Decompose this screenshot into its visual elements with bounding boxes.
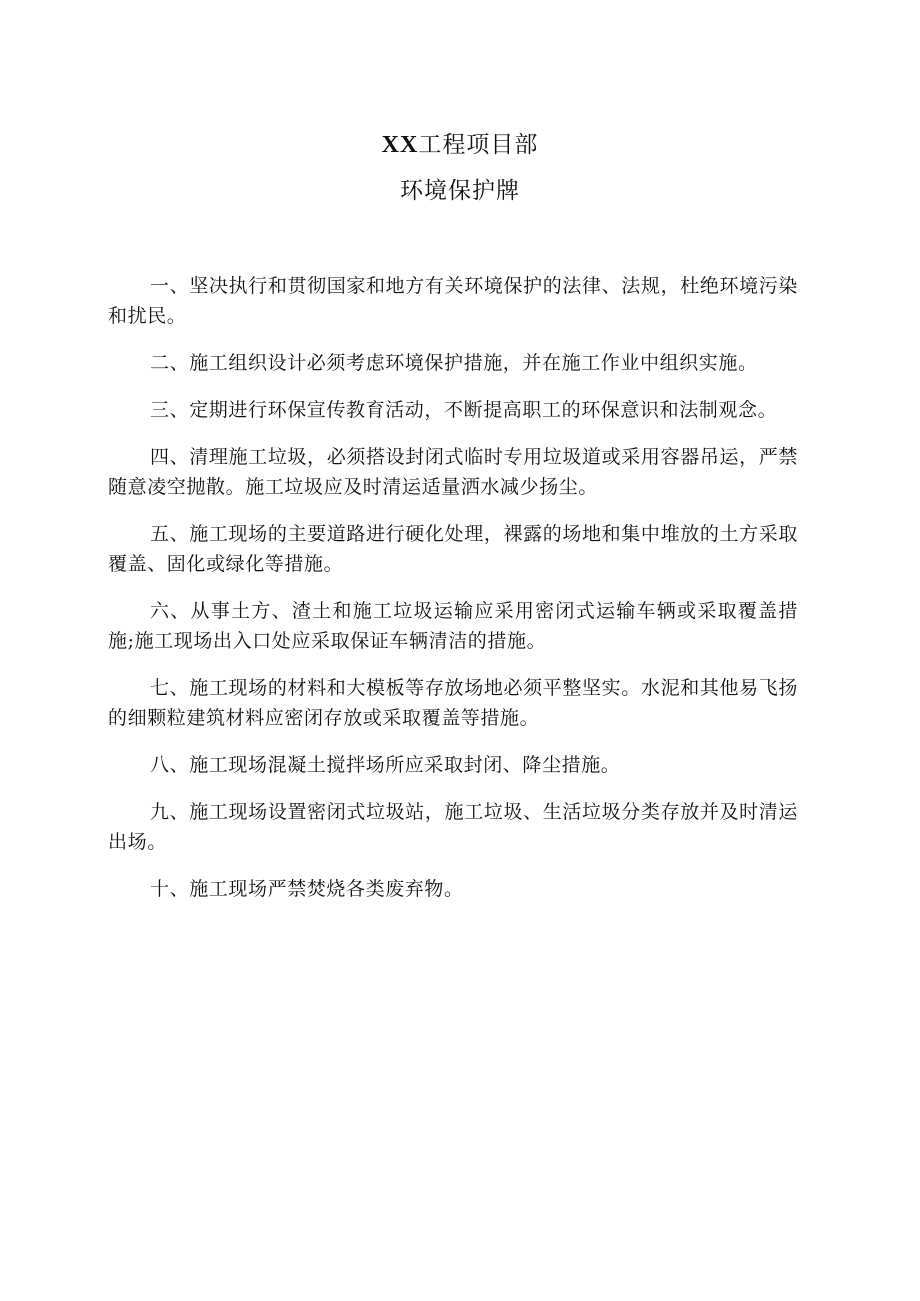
document-body	[108, 271, 798, 921]
paragraph-8: 八、施工现场混凝土搅拌场所应采取封闭、降尘措施。	[150, 754, 621, 776]
title-block	[0, 128, 920, 208]
title-rest: 工程项目部	[418, 132, 539, 158]
paragraph-3: 三、定期进行环保宣传教育活动，不断提高职工的环保意识和法制观念。	[150, 399, 778, 421]
title-prefix: XX	[381, 132, 419, 158]
paragraph-9: 九、施工现场设置密闭式垃圾站，施工垃圾、生活垃圾分类存放并及时清运出场。	[108, 801, 798, 853]
paragraph-7: 七、施工现场的材料和大模板等存放场地必须平整坚实。水泥和其他易飞扬的细颗粒建筑材料应密闭存放或采取覆盖等措施。	[108, 677, 798, 729]
paragraph-10: 十、施工现场严禁焚烧各类废弃物。	[150, 878, 464, 900]
paragraph-1: 一、坚决执行和贯彻国家和地方有关环境保护的法律、法规，杜绝环境污染和扰民。	[108, 275, 798, 327]
paragraph-6: 六、从事土方、渣土和施工垃圾运输应采用密闭式运输车辆或采取覆盖措施;施工现场出入口处应采取保证车辆清洁的措施。	[108, 600, 798, 652]
document-title	[0, 128, 920, 162]
document-subtitle: 环境保护牌	[400, 178, 520, 204]
paragraph-4: 四、清理施工垃圾，必须搭设封闭式临时专用垃圾道或采用容器吊运，严禁随意凌空抛散。施工垃圾应及时清运适量洒水减少扬尘。	[108, 446, 798, 498]
paragraph-5: 五、施工现场的主要道路进行硬化处理，裸露的场地和集中堆放的土方采取覆盖、固化或绿化等措施。	[108, 523, 798, 575]
paragraph-2: 二、施工组织设计必须考虑环境保护措施，并在施工作业中组织实施。	[150, 352, 758, 374]
